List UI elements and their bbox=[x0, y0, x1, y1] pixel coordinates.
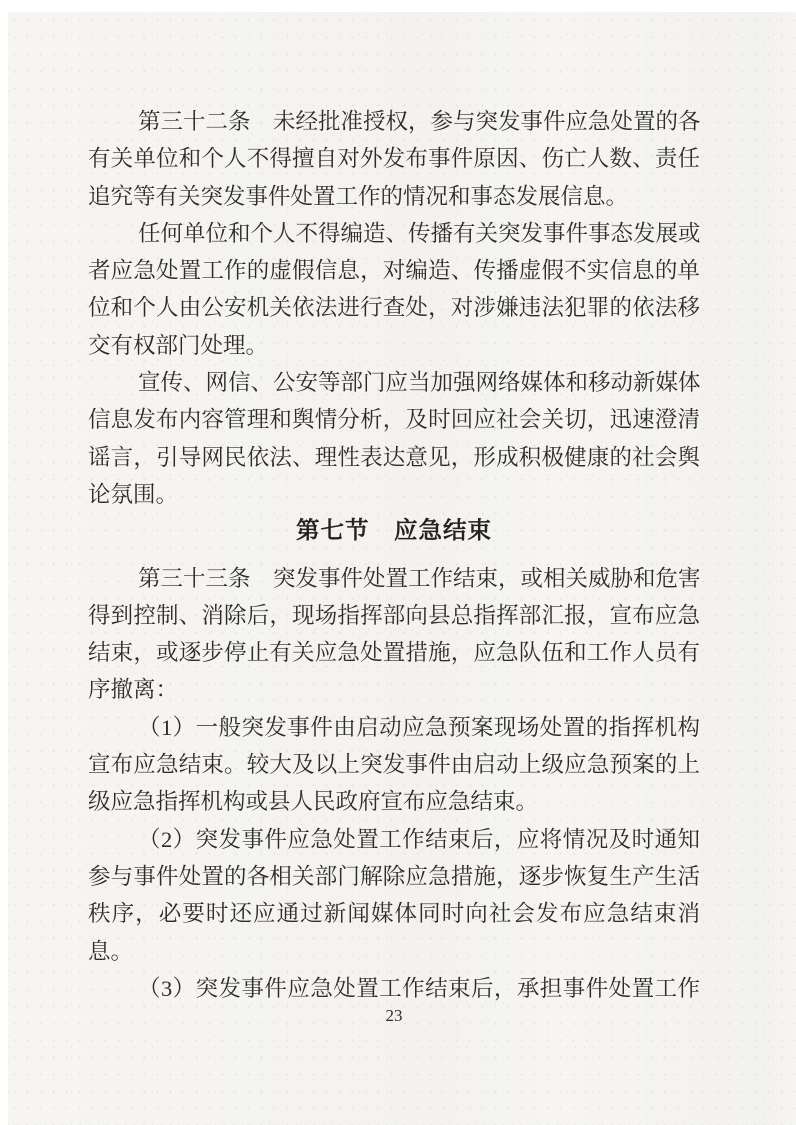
text-line: 宣布应急结束。较大及以上突发事件由启动上级应急预案的上 bbox=[88, 752, 700, 778]
text-line: 序撤离： bbox=[88, 677, 179, 703]
text-line: 秩序，必要时还应通过新闻媒体同时向社会发布应急结束消 bbox=[88, 901, 700, 927]
text-line: （2）突发事件应急处置工作结束后，应将情况及时通知 bbox=[138, 826, 700, 852]
text-line: 交有权部门处理。 bbox=[88, 332, 269, 358]
section-7-heading: 第七节 应急结束 bbox=[296, 518, 492, 545]
text-line: 结束，或逐步停止有关应急处置措施，应急队伍和工作人员有 bbox=[88, 640, 700, 666]
text-line: 者应急处置工作的虚假信息，对编造、传播虚假不实信息的单 bbox=[88, 258, 700, 284]
text-line: 第三十三条 突发事件处置工作结束，或相关威胁和危害 bbox=[138, 565, 701, 591]
document-page bbox=[8, 12, 796, 1125]
text-line: 第三十二条 未经批准授权，参与突发事件应急处置的各 bbox=[138, 109, 701, 134]
text-line: 宣传、网信、公安等部门应当加强网络媒体和移动新媒体 bbox=[138, 370, 701, 396]
text-line: 得到控制、消除后，现场指挥部向县总指挥部汇报，宣布应急 bbox=[88, 602, 700, 628]
text-line: 谣言，引导网民依法、理性表达意见，形成积极健康的社会舆 bbox=[88, 444, 700, 470]
text-line: 级应急指挥机构或县人民政府宣布应急结束。 bbox=[88, 789, 539, 815]
text-line: 追究等有关突发事件处置工作的情况和事态发展信息。 bbox=[88, 183, 629, 209]
text-line: 论氛围。 bbox=[88, 481, 179, 507]
text-line: （1）一般突发事件由启动应急预案现场处置的指挥机构 bbox=[138, 714, 700, 740]
text-line: 参与事件处置的各相关部门解除应急措施，逐步恢复生产生活 bbox=[88, 863, 700, 889]
text-line: 任何单位和个人不得编造、传播有关突发事件事态发展或 bbox=[138, 220, 701, 246]
text-line: 信息发布内容管理和舆情分析，及时回应社会关切，迅速澄清 bbox=[88, 407, 700, 433]
document-body bbox=[88, 103, 700, 1007]
text-line: （3）突发事件应急处置工作结束后，承担事件处置工作 bbox=[138, 975, 700, 1001]
text-line: 有关单位和个人不得擅自对外发布事件原因、伤亡人数、责任 bbox=[88, 146, 700, 172]
page-number: 23 bbox=[385, 1006, 403, 1025]
text-line: 息。 bbox=[88, 938, 134, 964]
text-line: 位和个人由公安机关依法进行查处，对涉嫌违法犯罪的依法移 bbox=[88, 295, 700, 321]
